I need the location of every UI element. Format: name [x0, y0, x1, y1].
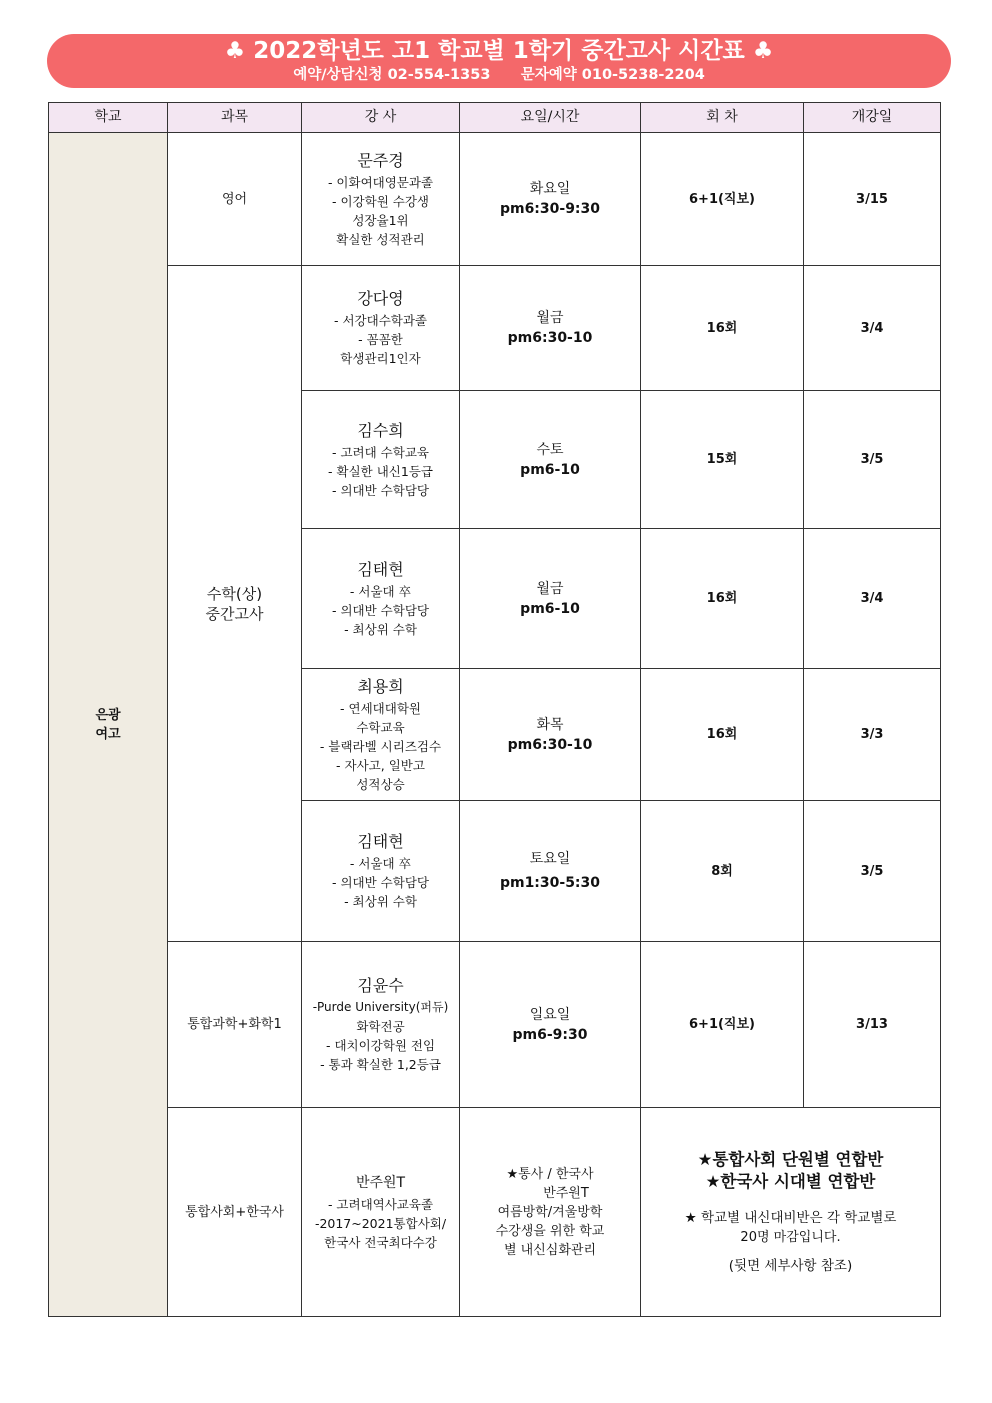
teacher-cell — [302, 942, 460, 1108]
col-header-start-date: 개강일 — [804, 103, 941, 133]
schedule-cell — [460, 942, 641, 1108]
teacher-desc: - 서울대 卒 — [349, 856, 412, 871]
social-note-line: 반주원T — [543, 1185, 589, 1201]
teacher-desc: - 서강대수학과졸 — [333, 313, 427, 328]
teacher-desc: 확실한 성적관리 — [336, 231, 425, 247]
teacher-desc: 화학전공 — [356, 1019, 405, 1034]
note-line: 20명 마감입니다. — [740, 1229, 841, 1245]
teacher-cell — [302, 133, 460, 266]
teacher-cell — [302, 669, 460, 801]
teacher-desc: - 최상위 수학 — [344, 894, 417, 909]
teacher-desc: - 의대반 수학담당 — [332, 602, 429, 618]
page-title: ♣ 2022학년도 고1 학교별 1학기 중간고사 시간표 ♣ — [224, 38, 774, 64]
start-date-cell: 3/15 — [804, 133, 941, 266]
start-date-cell: 3/13 — [804, 942, 941, 1108]
teacher-name: 반주원T — [355, 1175, 406, 1191]
teacher-desc: 성적상승 — [356, 776, 405, 792]
start-date-cell: 3/5 — [804, 801, 941, 942]
sessions-cell: 16회 — [641, 669, 804, 801]
class-day: 화목 — [536, 716, 564, 733]
schedule-cell — [460, 529, 641, 669]
teacher-cell — [302, 529, 460, 669]
table-row — [49, 133, 941, 266]
header-banner — [47, 34, 951, 88]
start-date-cell: 3/5 — [804, 391, 941, 529]
teacher-desc: - 확실한 내신1등급 — [328, 463, 433, 479]
social-note-line: 수강생을 위한 학교 — [495, 1223, 605, 1239]
schedule-cell — [460, 266, 641, 391]
teacher-desc: 학생관리1인자 — [340, 351, 421, 366]
teacher-cell — [302, 801, 460, 942]
note-line: ★ 학교별 내신대비반은 각 학교별로 — [684, 1209, 897, 1226]
class-day: 화요일 — [529, 181, 571, 197]
teacher-name: 김윤수 — [357, 976, 404, 995]
teacher-cell — [302, 391, 460, 529]
teacher-desc: 한국사 전국최다수강 — [324, 1235, 437, 1250]
teacher-desc: 성장율1위 — [352, 212, 409, 228]
teacher-desc: - 연세대대학원 — [340, 700, 421, 716]
school-name-line: 여고 — [95, 726, 121, 742]
right-note-cell — [641, 1108, 941, 1317]
sessions-cell: 6+1(직보) — [641, 942, 804, 1108]
teacher-name: 문주경 — [357, 150, 404, 170]
teacher-name: 김수희 — [357, 420, 404, 440]
teacher-name: 최용희 — [357, 676, 404, 696]
class-time: pm6:30-9:30 — [499, 201, 601, 217]
teacher-desc: - 고려대 수학교육 — [332, 444, 429, 460]
teacher-desc: 수학교육 — [356, 719, 405, 735]
class-time: pm1:30-5:30 — [499, 875, 601, 891]
start-date-cell: 3/3 — [804, 669, 941, 801]
schedule-cell — [460, 801, 641, 942]
teacher-desc: - 이강학원 수강생 — [332, 193, 429, 209]
class-time: pm6-9:30 — [512, 1026, 588, 1043]
school-cell — [49, 133, 168, 1317]
class-time: pm6-10 — [520, 600, 580, 617]
class-day: 토요일 — [529, 851, 571, 867]
schedule-cell — [460, 133, 641, 266]
class-day: 수토 — [536, 441, 564, 458]
table-row — [49, 942, 941, 1108]
teacher-cell — [302, 266, 460, 391]
start-date-cell: 3/4 — [804, 529, 941, 669]
class-day: 월금 — [536, 310, 564, 326]
teacher-desc: - 최상위 수학 — [344, 621, 417, 637]
subject-name: 통합사회+한국사 — [185, 1204, 284, 1220]
school-name-line: 은광 — [95, 707, 121, 723]
sessions-cell: 16회 — [641, 266, 804, 391]
sessions-cell: 15회 — [641, 391, 804, 529]
table-row — [49, 266, 941, 391]
subject-name: 영어 — [221, 191, 248, 207]
teacher-cell — [302, 1108, 460, 1317]
col-header-subject: 과목 — [168, 103, 302, 133]
class-time: pm6:30-10 — [507, 736, 593, 753]
class-day: 월금 — [536, 580, 564, 597]
start-date-cell: 3/4 — [804, 266, 941, 391]
teacher-desc: - 대치이강학원 전임 — [325, 1038, 436, 1053]
col-header-school: 학교 — [49, 103, 168, 133]
subject-name: 중간고사 — [205, 604, 264, 623]
teacher-desc: -Purde University(퍼듀) — [312, 1000, 449, 1014]
schedule-table — [48, 102, 941, 1317]
social-note-line: ★통사 / 한국사 — [506, 1166, 594, 1182]
subject-cell — [168, 266, 302, 942]
teacher-desc: -2017~2021통합사회/ — [314, 1216, 447, 1231]
class-time: pm6-10 — [520, 461, 580, 478]
teacher-desc: - 자사고, 일반고 — [336, 757, 425, 773]
note-line: (뒷면 세부사항 참조) — [728, 1257, 853, 1274]
social-note-line: 별 내신심화관리 — [503, 1242, 597, 1258]
subject-cell — [168, 133, 302, 266]
subject-cell — [168, 1108, 302, 1317]
sessions-cell: 16회 — [641, 529, 804, 669]
col-header-sessions: 회 차 — [641, 103, 804, 133]
social-note-cell — [460, 1108, 641, 1317]
social-note-line: 여름방학/겨울방학 — [497, 1204, 603, 1220]
teacher-desc: - 이화여대영문과졸 — [327, 174, 434, 190]
teacher-desc: - 꼼꼼한 — [358, 332, 403, 347]
sessions-cell: 8회 — [641, 801, 804, 942]
teacher-desc: - 통과 확실한 1,2등급 — [320, 1057, 441, 1072]
contact-info: 예약/상담신청 02-554-1353 문자예약 010-5238-2204 — [293, 67, 705, 83]
col-header-schedule: 요일/시간 — [460, 103, 641, 133]
teacher-desc: - 의대반 수학담당 — [332, 875, 429, 890]
teacher-desc: - 블랙라벨 시리즈검수 — [319, 738, 442, 754]
table-row — [49, 1108, 941, 1317]
class-day: 일요일 — [529, 1006, 571, 1023]
teacher-name: 김태현 — [357, 832, 404, 851]
teacher-name: 강다영 — [357, 289, 404, 308]
class-time: pm6:30-10 — [507, 330, 593, 346]
col-header-teacher: 강 사 — [302, 103, 460, 133]
teacher-desc: - 고려대역사교육졸 — [327, 1197, 434, 1212]
teacher-desc: - 의대반 수학담당 — [332, 482, 429, 498]
subject-name: 수학(상) — [206, 584, 263, 603]
subject-cell — [168, 942, 302, 1108]
sessions-cell: 6+1(직보) — [641, 133, 804, 266]
note-line: ★통합사회 단원별 연합반 — [697, 1149, 884, 1169]
subject-name: 통합과학+화학1 — [187, 1017, 282, 1032]
teacher-name: 김태현 — [357, 559, 404, 579]
schedule-cell — [460, 391, 641, 529]
schedule-cell — [460, 669, 641, 801]
teacher-desc: - 서울대 卒 — [349, 583, 412, 599]
note-line: ★한국사 시대별 연합반 — [705, 1171, 876, 1191]
header-row — [49, 103, 941, 133]
